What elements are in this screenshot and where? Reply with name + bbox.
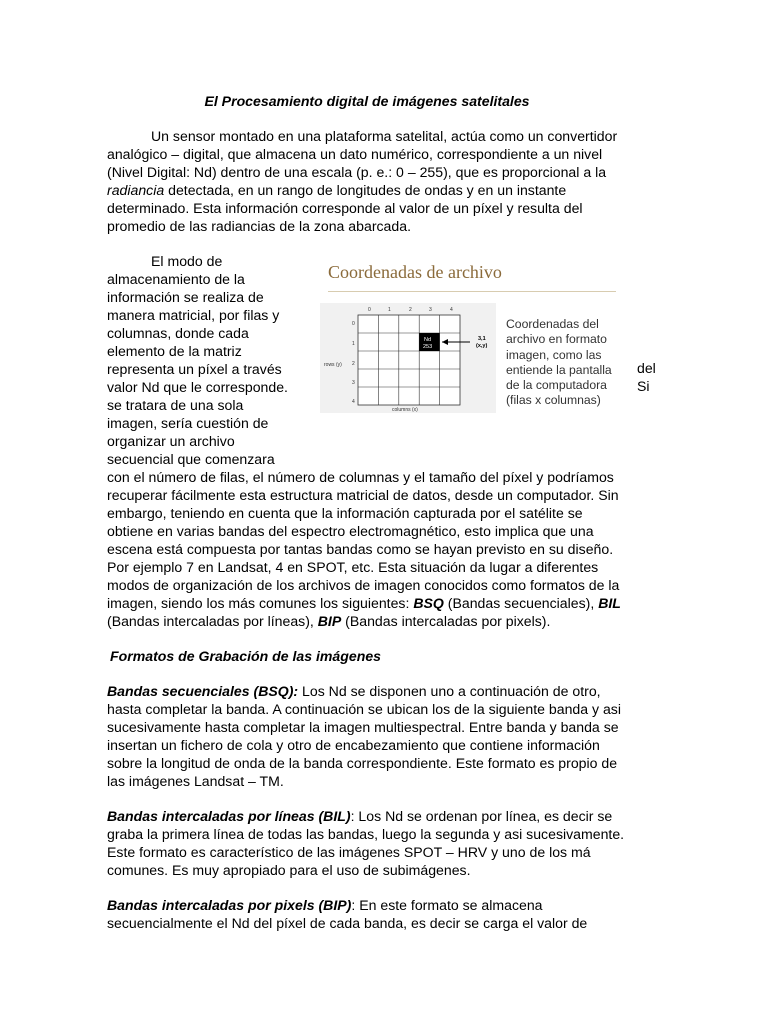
continuation-paragraph	[107, 468, 627, 630]
row-label: 4	[352, 399, 355, 405]
continuation-text: con el número de filas, el número de columnas y el tamaño del píxel y podríamos recuperar fácilmente esta estructura matricial de datos, desde un computador. Sin embargo, teniendo en cuenta que la información capturada por el satélite se obtiene en varias bandas del espectro electromagnético, esto implica que una escena está compuesta por tantas bandas como se hayan previsto en su diseño. Por ejemplo 7 en Landsat, 4 en SPOT, etc. Esta situación da lugar a diferentes modos de organización de los archivos de imagen conocidos como formatos de la imagen, siendo los más comunes los siguientes:	[107, 469, 620, 611]
wrapped-text-column	[107, 252, 303, 468]
col-label: 2	[409, 307, 412, 313]
matrix-grid-svg	[320, 303, 496, 413]
bil-paragraph	[107, 807, 627, 879]
bsq-acronym: BSQ	[413, 595, 444, 611]
bsq-text: Los Nd se disponen uno a continuación de otro, hasta completar la banda. A continuación se ubican los de la siguiente banda y asi sucesivamente hasta completar la imagen multiespectral. Entre banda y banda se insertan un fichero de cola y otro de encabezamiento que contiene información sobre la longitud de onda de la banda correspondiente. Este formato es propio de las imágenes Landsat – TM.	[107, 683, 621, 789]
wrapped-line: organizar un archivo	[107, 433, 235, 449]
bil-description: (Bandas intercaladas por líneas),	[107, 613, 318, 629]
bip-description: (Bandas intercaladas por pixels).	[341, 613, 551, 629]
bip-label: Bandas intercaladas por pixels (BIP)	[107, 897, 352, 913]
caption-line: de la computadora	[506, 378, 607, 393]
col-label: 3	[429, 307, 432, 313]
wrapped-fragment-del: del	[637, 360, 656, 376]
section-heading: Formatos de Grabación de las imágenes	[110, 648, 382, 664]
figure-divider	[328, 291, 616, 292]
col-label: 0	[368, 307, 371, 313]
bil-acronym: BIL	[598, 595, 621, 611]
matrix-wrap-section	[107, 252, 656, 468]
coordinate-xy-label: (x,y)	[476, 343, 488, 349]
wrapped-line: representa un píxel a través	[107, 361, 282, 377]
col-label: 1	[388, 307, 391, 313]
wrapped-line: almacenamiento de la	[107, 271, 245, 287]
row-label: 3	[352, 380, 355, 386]
wrapped-line: imagen, sería cuestión de	[107, 415, 269, 431]
wrapped-line: secuencial que comenzara	[107, 451, 275, 467]
col-label: 4	[450, 307, 453, 313]
caption-line: entiende la pantalla	[506, 362, 612, 377]
caption-line: (filas x columnas)	[506, 393, 601, 408]
columns-axis-label: columns (x)	[392, 407, 418, 413]
bsq-description: (Bandas secuenciales),	[443, 595, 599, 611]
wrapped-line: elemento de la matriz	[107, 343, 242, 359]
wrapped-line: manera matricial, por filas y	[107, 307, 280, 323]
wrapped-line: información se realiza de	[107, 289, 264, 305]
matrix-diagram	[320, 303, 496, 413]
bil-label: Bandas intercaladas por líneas (BIL)	[107, 808, 351, 824]
coordinate-label: 3,1	[478, 336, 486, 342]
caption-line: imagen, como las	[506, 347, 602, 362]
bip-acronym: BIP	[317, 613, 342, 629]
document-body	[107, 92, 656, 932]
wrapped-line: El modo de	[151, 253, 223, 269]
figure-caption	[506, 317, 620, 409]
rows-axis-label: rows (y)	[324, 362, 342, 368]
file-coordinates-figure	[320, 263, 620, 453]
bip-text: : En este formato se almacena secuencialmente el Nd del píxel de cada banda, es decir se carga el valor de	[107, 897, 588, 931]
bsq-paragraph	[107, 682, 627, 790]
row-label: 1	[352, 341, 355, 347]
pixel-value: 253	[423, 344, 433, 350]
matrix-cells	[358, 315, 460, 405]
row-label: 0	[352, 321, 355, 327]
bip-paragraph	[107, 896, 627, 932]
caption-line: archivo en formato	[506, 332, 607, 347]
intro-text: Un sensor montado en una plataforma satelital, actúa como un convertidor analógico – digital, que almacena un dato numérico, correspondiente a un nivel (Nivel Digital: Nd) dentro de una escala (p. e.: 0 – 255), que es proporcional a la	[107, 128, 618, 180]
bil-text: : Los Nd se ordenan por línea, es decir se graba la primera línea de todas las bandas, luego la segunda y asi sucesivamente. Este formato es característico de las imágenes SPOT – HRV y uno de los má comunes. Es muy apropiado para el uso de subimágenes.	[107, 808, 625, 878]
document-title: El Procesamiento digital de imágenes satelitales	[204, 93, 530, 109]
wrapped-line: columnas, donde cada	[107, 325, 249, 341]
wrapped-line: se tratara de una sola	[107, 397, 244, 413]
pixel-nd-label: Nd	[424, 337, 432, 343]
intro-paragraph	[107, 127, 627, 235]
figure-title: Coordenadas de archivo	[328, 262, 502, 282]
intro-text-end: detectada, en un rango de longitudes de ondas y en un instante determinado. Esta información corresponde al valor de un píxel y resulta del promedio de las radiancias de la zona abarcada.	[107, 182, 583, 234]
row-label: 2	[352, 361, 355, 367]
caption-line: Coordenadas del	[506, 317, 599, 331]
bsq-label: Bandas secuenciales (BSQ):	[107, 683, 299, 699]
intro-italic-term: radiancia	[107, 182, 165, 198]
wrapped-line: valor Nd que le corresponde.	[107, 379, 288, 395]
wrapped-fragment-si: Si	[637, 378, 650, 394]
